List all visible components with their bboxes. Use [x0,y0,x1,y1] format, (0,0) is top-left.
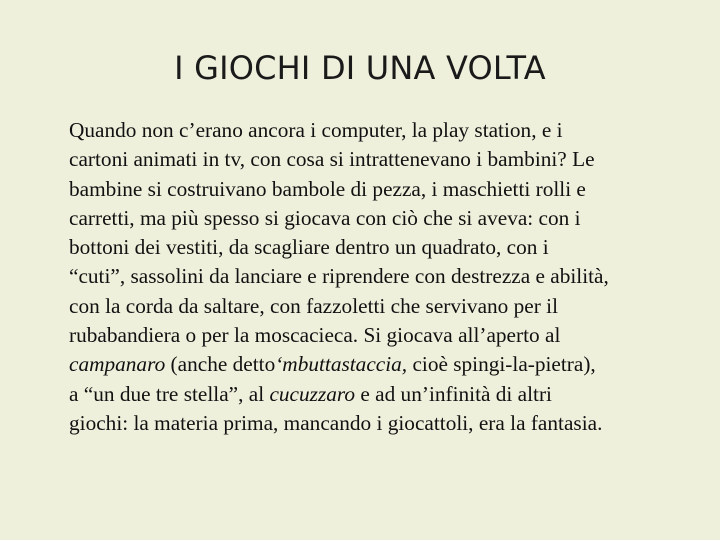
paragraph-line: con la corda da saltare, con fazzoletti che servivano per il [69,293,558,318]
paragraph-line: bottoni dei vestiti, da scagliare dentro un quadrato, con i [69,235,549,260]
body-paragraph [69,116,693,438]
paragraph-line: bambine si costruivano bambole di pezza, i maschietti rolli e [69,176,586,201]
paragraph-line: campanaro (anche detto‘mbuttastaccia, cioè spingi-la-pietra), [69,352,596,377]
italic-term-mbuttastaccia: ‘mbuttastaccia, [275,352,408,377]
paragraph-line: carretti, ma più spesso si giocava con ciò che si aveva: con i [69,205,581,230]
paragraph-line: giochi: la materia prima, mancando i giocattoli, era la fantasia. [69,410,603,435]
italic-term-campanaro: campanaro [69,352,166,377]
paragraph-line: rubabandiera o per la moscacieca. Si giocava all’aperto al [69,323,561,348]
paragraph-line: cartoni animati in tv, con cosa si intrattenevano i bambini? Le [69,147,595,172]
italic-term-cucuzzaro: cucuzzaro [269,381,356,406]
paragraph-line: a “un due tre stella”, al cucuzzaro e ad un’infinità di altri [69,381,552,406]
slide-title: I GIOCHI DI UNA VOLTA [174,49,546,87]
paragraph-line: “cuti”, sassolini da lanciare e riprendere con destrezza e abilità, [69,264,609,289]
paragraph-line: Quando non c’erano ancora i computer, la play station, e i [69,118,563,142]
